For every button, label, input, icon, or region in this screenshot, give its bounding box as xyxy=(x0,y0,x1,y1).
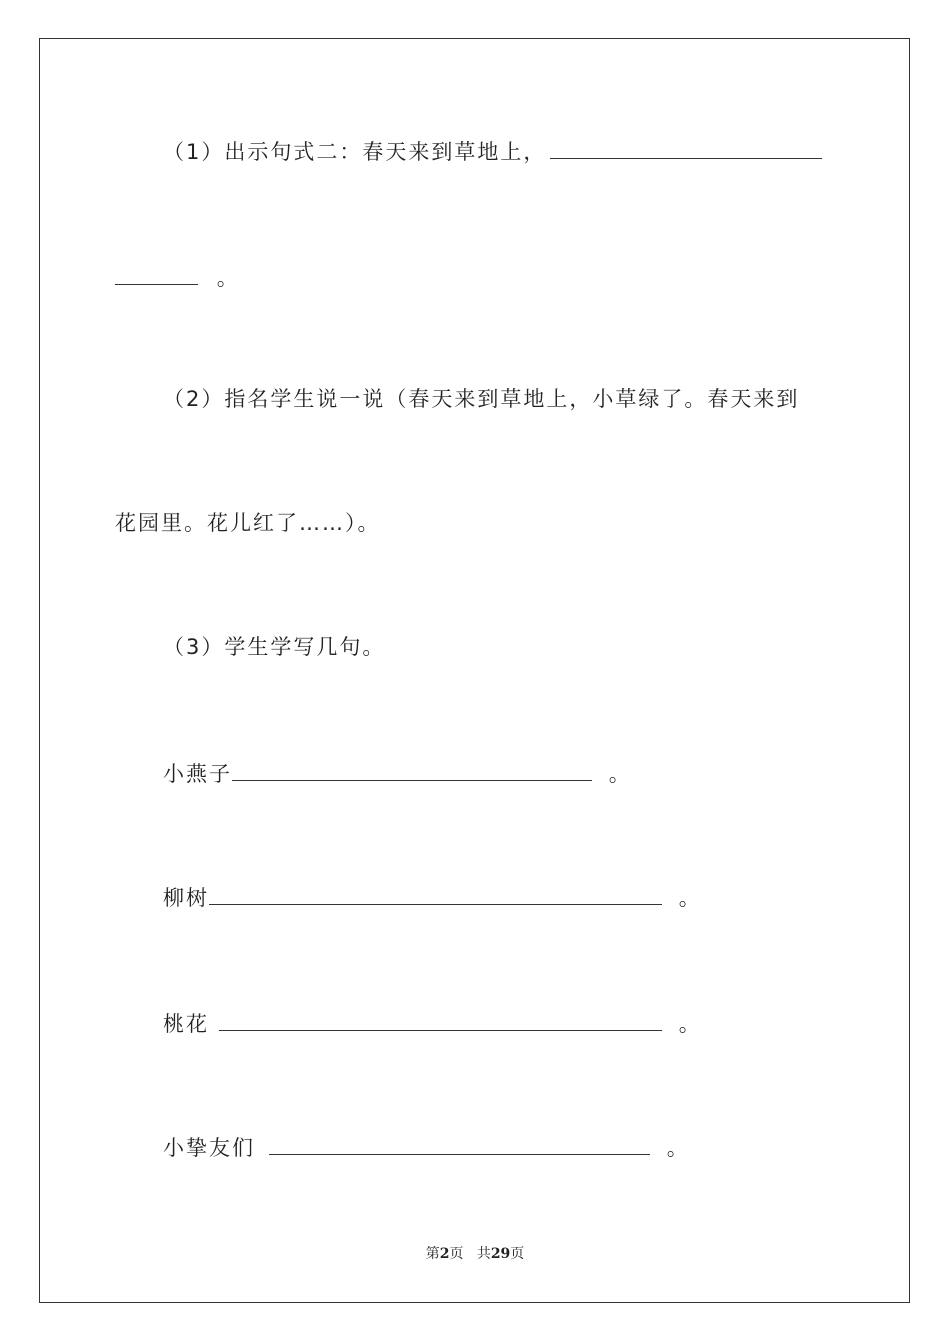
page-suffix: 页 xyxy=(449,1246,464,1262)
period-mark: 。 xyxy=(678,1012,702,1036)
fill-prefix: 柳树 xyxy=(163,886,209,910)
example-line-2 xyxy=(115,508,381,538)
sentence-pattern-continuation xyxy=(115,262,240,293)
total-suffix: 页 xyxy=(510,1246,525,1262)
total-prefix: 共 xyxy=(476,1246,491,1262)
fill-prefix: 小挚友们 xyxy=(163,1136,255,1160)
period-mark: 。 xyxy=(678,886,702,910)
period-mark: 。 xyxy=(608,762,632,786)
page-footer xyxy=(0,1244,950,1264)
instruction-text: （3）学生学写几句。 xyxy=(163,635,386,659)
page-border xyxy=(39,38,910,1303)
fill-sentence xyxy=(163,1008,702,1039)
blank-line xyxy=(232,758,592,781)
fill-prefix: 小燕子 xyxy=(163,762,232,786)
page-number: 2 xyxy=(439,1246,450,1262)
blank-line xyxy=(550,136,822,159)
page-prefix: 第 xyxy=(425,1246,440,1262)
example-line-1 xyxy=(163,384,799,414)
sentence-pattern-line xyxy=(163,136,822,167)
example-text-2: 花园里。花儿红了……）。 xyxy=(115,511,381,535)
sentence-pattern-text: （1）出示句式二：春天来到草地上， xyxy=(163,140,547,164)
total-pages: 29 xyxy=(490,1246,511,1262)
blank-line xyxy=(115,262,198,285)
fill-sentence xyxy=(163,1132,690,1163)
period-mark: 。 xyxy=(666,1136,690,1160)
instruction-line xyxy=(163,632,385,662)
period-mark: 。 xyxy=(216,266,240,290)
fill-sentence xyxy=(163,758,632,789)
blank-line xyxy=(269,1132,650,1155)
blank-line xyxy=(219,1008,662,1031)
blank-line xyxy=(209,882,662,905)
fill-prefix: 桃花 xyxy=(163,1012,209,1036)
fill-sentence xyxy=(163,882,702,913)
example-text-1: （2）指名学生说一说（春天来到草地上，小草绿了。春天来到 xyxy=(163,387,800,411)
